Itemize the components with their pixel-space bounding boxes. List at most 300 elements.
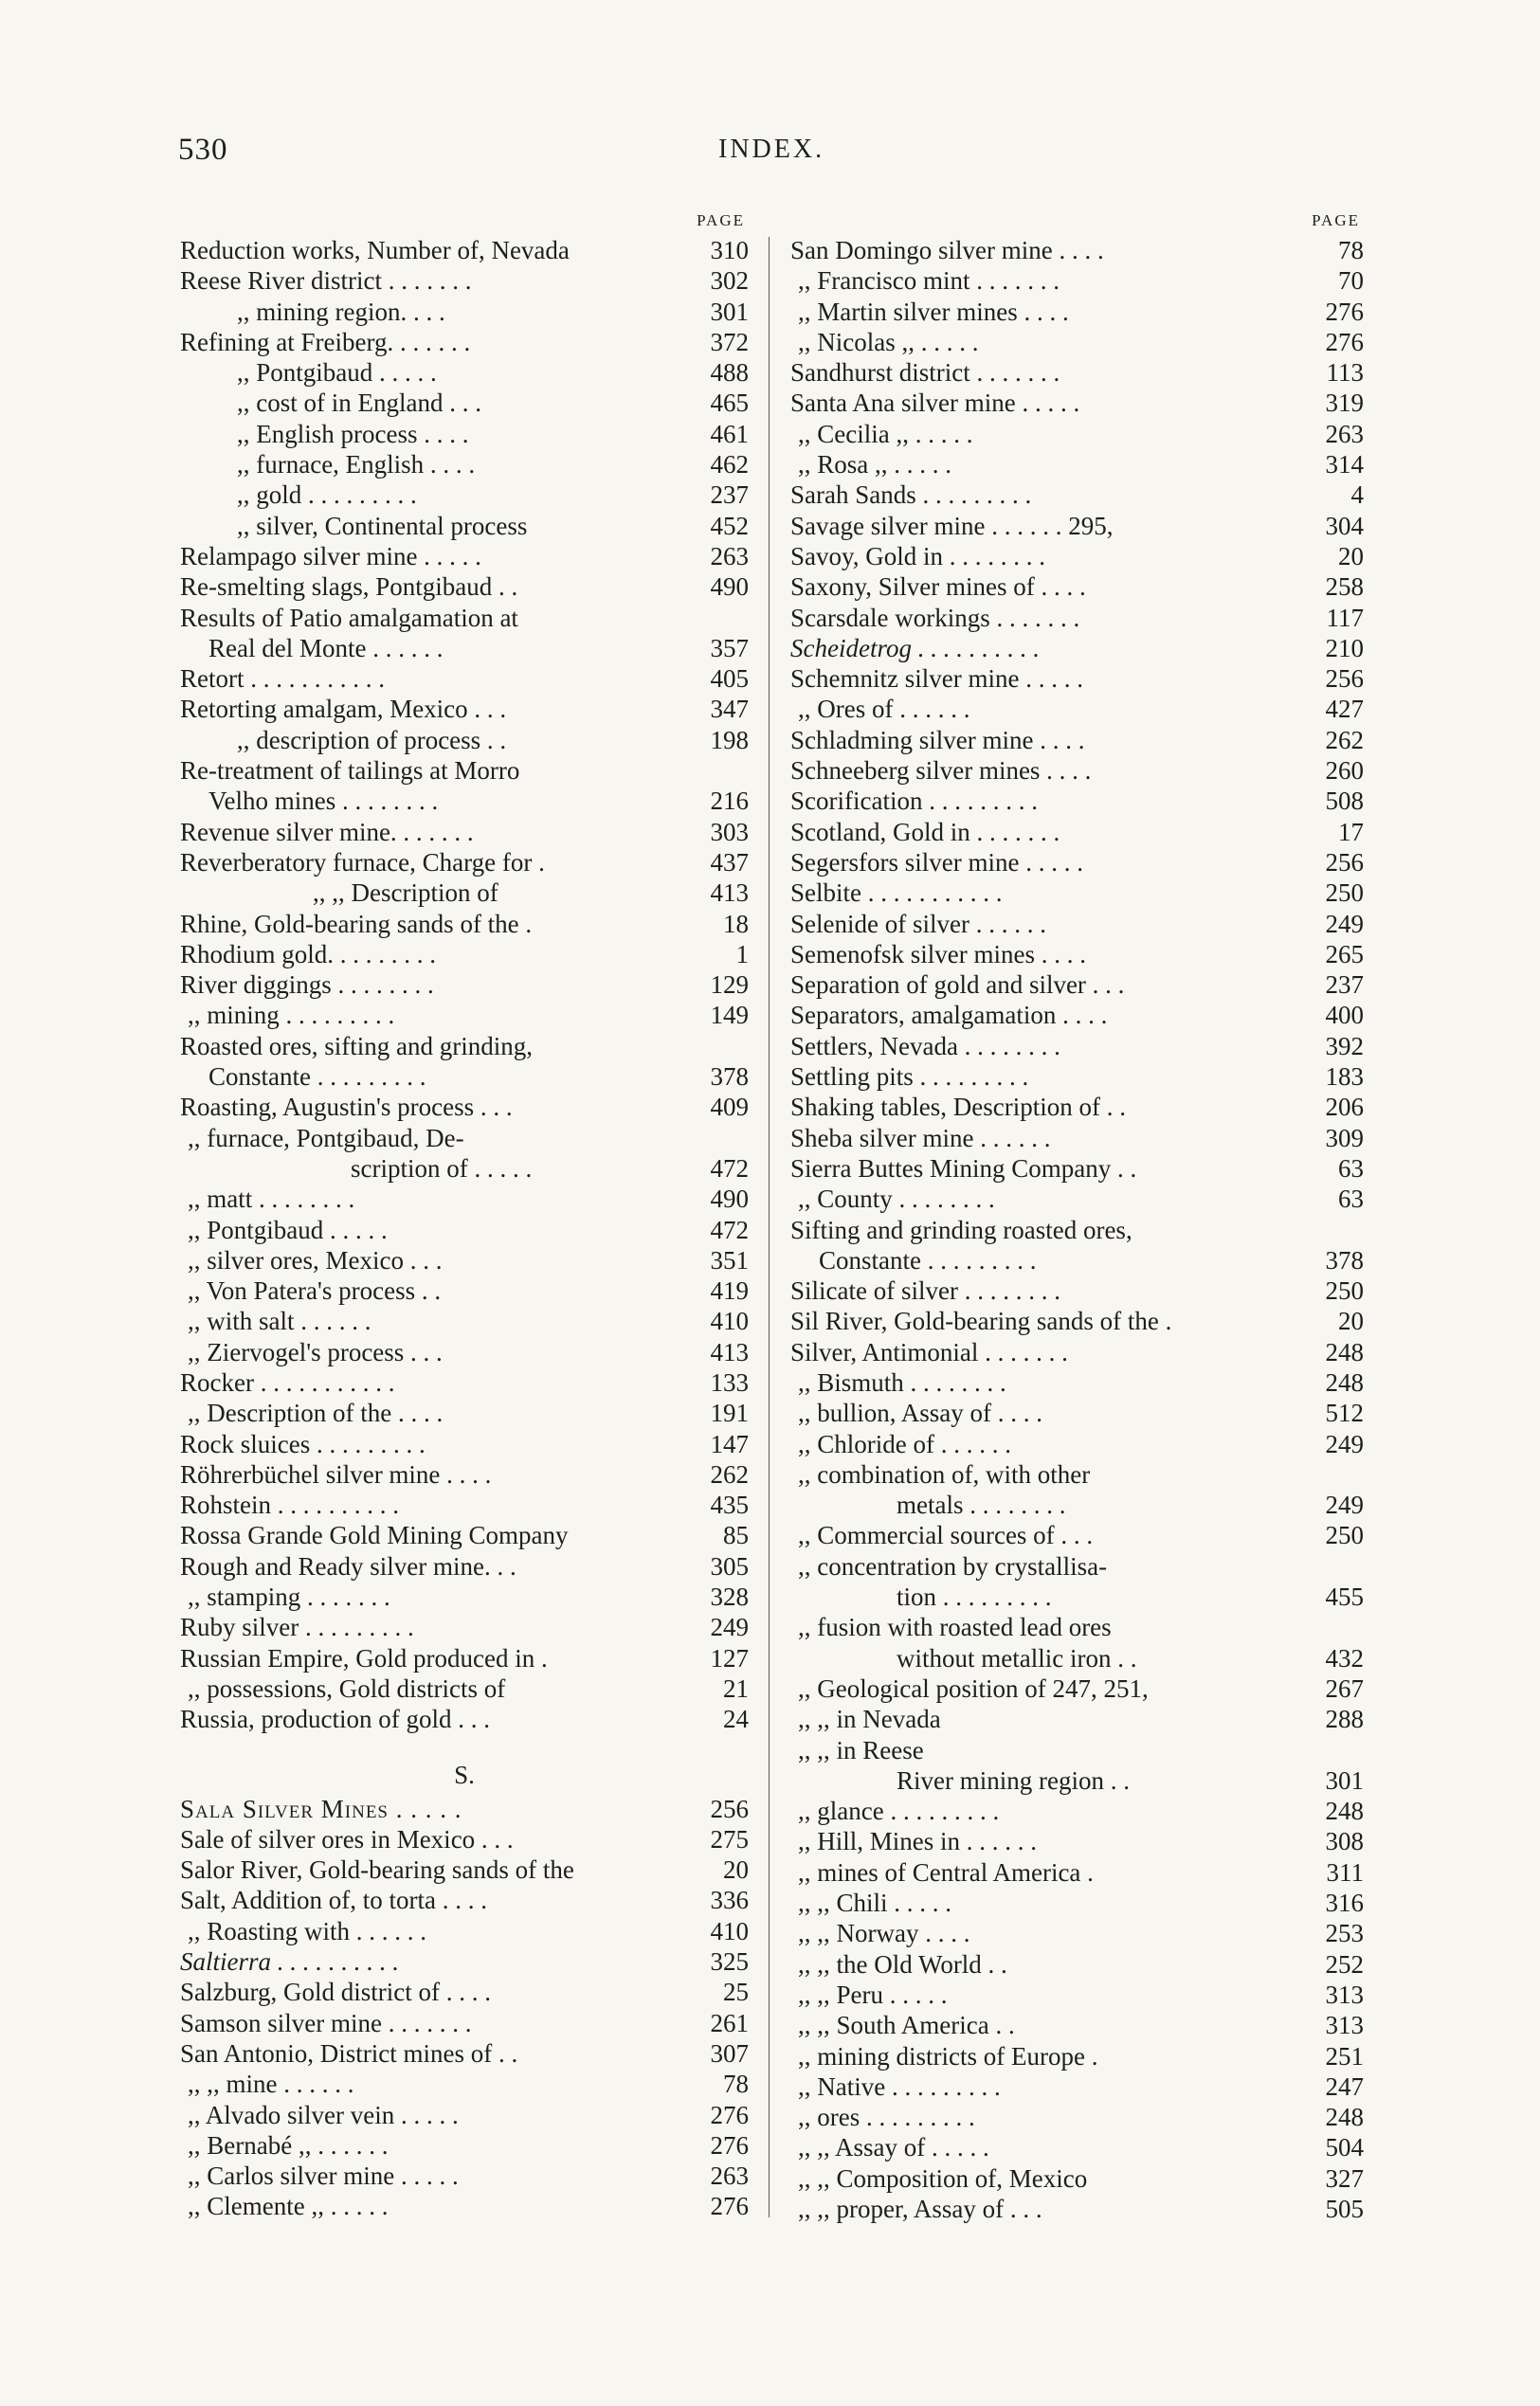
index-entry <box>790 388 1364 418</box>
page-ref: 303 <box>710 817 749 846</box>
index-entry <box>180 1184 749 1214</box>
page-ref: 288 <box>1325 1705 1364 1734</box>
page-ref: 309 <box>1325 1123 1364 1152</box>
index-entry <box>790 1765 1364 1796</box>
index-term: ,, cost of in England . . . <box>237 389 481 418</box>
index-term: Roasting, Augustin's process . . . <box>180 1093 513 1122</box>
index-term: Savoy, Gold in . . . . . . . . <box>790 541 1045 570</box>
index-term: ,, bullion, Assay of . . . . <box>798 1399 1043 1428</box>
page-ref: 248 <box>1325 1367 1364 1397</box>
index-term: Selenide of silver . . . . . . <box>790 909 1046 938</box>
index-entry <box>180 1854 749 1885</box>
page-ref: 308 <box>1325 1827 1364 1856</box>
page-ref: 452 <box>710 511 749 540</box>
page-ref: 313 <box>1325 2011 1364 2040</box>
index-term: Russia, production of gold . . . <box>180 1705 490 1734</box>
page-ref: 310 <box>710 236 749 264</box>
page-ref: 247 <box>1325 2071 1364 2101</box>
index-entry <box>180 909 749 939</box>
index-entry <box>180 2100 749 2130</box>
page-ref: 260 <box>1325 756 1364 786</box>
index-entry <box>790 663 1364 694</box>
index-term: Re-smelting slags, Pontgibaud . . <box>180 572 518 602</box>
index-entry <box>180 449 749 479</box>
index-term: Schladming silver mine . . . . <box>790 725 1085 754</box>
index-term: Sala Silver Mines . . . . . <box>180 1794 462 1823</box>
left-entries-s <box>180 1794 749 2222</box>
page-ref: 249 <box>1325 909 1364 938</box>
index-term: Silver, Antimonial . . . . . . . <box>790 1337 1068 1366</box>
index-entry <box>180 2069 749 2099</box>
index-term: San Antonio, District mines of . . <box>180 2038 518 2068</box>
index-term: Real del Monte . . . . . . <box>208 633 444 662</box>
index-entry <box>180 1643 749 1673</box>
index-entry <box>790 603 1364 633</box>
index-term: ,, possessions, Gold districts of <box>188 1673 506 1703</box>
index-entry <box>180 1215 749 1245</box>
page-ref: 133 <box>710 1367 749 1397</box>
index-entry <box>180 1977 749 2007</box>
index-entry <box>790 1582 1364 1612</box>
index-term: ,, Geological position of 247, 251, <box>798 1673 1149 1703</box>
index-entry <box>790 265 1364 296</box>
index-entry <box>790 1092 1364 1122</box>
index-term: Sandhurst district . . . . . . . <box>790 358 1060 388</box>
index-term: Salor River, Gold-bearing sands of the <box>180 1855 574 1885</box>
index-entry <box>790 1153 1364 1184</box>
page-ref: 63 <box>1338 1153 1364 1183</box>
index-term: Saltierra . . . . . . . . . . <box>180 1947 400 1977</box>
index-term: ,, Roasting with . . . . . . <box>188 1916 427 1945</box>
index-term: ,, ,, in Nevada <box>798 1705 941 1734</box>
index-entry <box>790 1459 1364 1490</box>
index-entry <box>790 449 1364 479</box>
index-term: ,, mining region. . . . <box>237 297 445 326</box>
index-term: Scorification . . . . . . . . . <box>790 787 1038 816</box>
index-entry <box>790 511 1364 541</box>
index-term: Scotland, Gold in . . . . . . . <box>790 817 1060 846</box>
index-entry <box>180 357 749 388</box>
page-ref: 392 <box>1325 1031 1364 1060</box>
page-ref: 413 <box>710 1337 749 1366</box>
index-term: ,, matt . . . . . . . . <box>188 1185 355 1214</box>
index-term: Sheba silver mine . . . . . . <box>790 1123 1051 1152</box>
index-entry <box>790 479 1364 510</box>
index-entry <box>790 1888 1364 1918</box>
page-ref: 462 <box>710 450 749 479</box>
index-term: Settlers, Nevada . . . . . . . . <box>790 1031 1060 1060</box>
index-entry <box>180 1794 749 1824</box>
page-ref: 328 <box>710 1583 749 1612</box>
index-term: Reverberatory furnace, Charge for . <box>180 847 545 877</box>
page-ref: 325 <box>710 1947 749 1977</box>
page-ref: 18 <box>723 909 749 938</box>
page-ref: 409 <box>710 1093 749 1122</box>
page-ref: 410 <box>710 1916 749 1945</box>
page-ref: 210 <box>1325 633 1364 662</box>
index-term: Ruby silver . . . . . . . . . <box>180 1613 414 1642</box>
page-ref: 313 <box>1325 1980 1364 2009</box>
index-term: ,, Pontgibaud . . . . . <box>237 358 437 388</box>
index-term: Separators, amalgamation . . . . <box>790 1001 1108 1030</box>
page-ref: 248 <box>1325 2103 1364 2132</box>
index-term: Retort . . . . . . . . . . . <box>180 664 385 694</box>
page-ref: 237 <box>1325 970 1364 1000</box>
index-term: ,, Martin silver mines . . . . <box>798 297 1069 326</box>
page-ref: 261 <box>710 2008 749 2037</box>
index-entry <box>790 1061 1364 1092</box>
index-term: Salzburg, Gold district of . . . . <box>180 1978 491 2007</box>
index-entry <box>180 786 749 816</box>
index-entry <box>180 541 749 571</box>
index-term: ,, Bernabé ,, . . . . . . <box>188 2130 389 2160</box>
index-entry <box>180 939 749 969</box>
index-term: ,, Bismuth . . . . . . . . <box>798 1367 1006 1397</box>
index-entry <box>790 1000 1364 1030</box>
page-ref: 263 <box>1325 419 1364 448</box>
index-entry <box>180 2008 749 2038</box>
index-entry <box>790 1429 1364 1459</box>
index-term: Scheidetrog . . . . . . . . . . <box>790 633 1040 662</box>
index-term: Sifting and grinding roasted ores, <box>790 1215 1132 1244</box>
index-entry <box>180 1245 749 1275</box>
index-term: ,, ,, South America . . <box>798 2011 1015 2040</box>
index-entry <box>790 1490 1364 1520</box>
page-ref: 276 <box>710 2100 749 2129</box>
right-column <box>790 207 1364 2224</box>
index-entry <box>180 1582 749 1612</box>
page-ref: 378 <box>1325 1245 1364 1275</box>
index-entry <box>180 603 749 633</box>
index-term: ,, County . . . . . . . . <box>798 1185 995 1214</box>
page-ref: 262 <box>1325 725 1364 754</box>
page-ref: 250 <box>1325 1276 1364 1306</box>
index-term: Constante . . . . . . . . . <box>208 1062 426 1092</box>
index-entry <box>790 1949 1364 1980</box>
index-entry <box>790 1306 1364 1336</box>
index-entry <box>790 1704 1364 1734</box>
index-entry <box>790 1275 1364 1306</box>
page-ref: 237 <box>710 480 749 510</box>
index-term: River mining region . . <box>897 1765 1130 1795</box>
page-ref: 216 <box>710 787 749 816</box>
index-term: Rock sluices . . . . . . . . . <box>180 1429 426 1458</box>
index-term: ,, description of process . . <box>237 725 507 754</box>
page-ref: 305 <box>710 1551 749 1581</box>
page-ref: 252 <box>1325 1949 1364 1979</box>
index-entry <box>790 2132 1364 2162</box>
index-term: Reduction works, Number of, Nevada <box>180 236 570 264</box>
index-term: ,, Francisco mint . . . . . . . <box>798 266 1060 296</box>
index-entry <box>180 1153 749 1184</box>
index-entry <box>180 817 749 847</box>
index-term: Relampago silver mine . . . . . <box>180 541 481 570</box>
page-ref: 351 <box>710 1245 749 1275</box>
index-term: tion . . . . . . . . . <box>897 1583 1052 1612</box>
page-ref: 336 <box>710 1886 749 1915</box>
index-term: ,, ,, Norway . . . . <box>798 1919 970 1948</box>
page-ref: 21 <box>723 1673 749 1703</box>
index-term: ,, Description of the . . . . <box>188 1399 444 1428</box>
index-entry <box>790 1918 1364 1948</box>
page-ref: 304 <box>1325 511 1364 540</box>
index-term: ,, fusion with roasted lead ores <box>798 1613 1112 1642</box>
index-term: ,, silver ores, Mexico . . . <box>188 1245 443 1275</box>
index-entry <box>790 1031 1364 1061</box>
index-term: Settling pits . . . . . . . . . <box>790 1062 1029 1092</box>
index-entry <box>790 755 1364 786</box>
page-ref: 20 <box>1338 1307 1364 1336</box>
index-entry <box>180 1398 749 1428</box>
index-term: Savage silver mine . . . . . . 295, <box>790 511 1114 540</box>
column-divider <box>769 237 770 2217</box>
page-ref: 276 <box>1325 297 1364 326</box>
page-ref: 419 <box>710 1276 749 1306</box>
page-ref: 24 <box>723 1705 749 1734</box>
index-term: Sarah Sands . . . . . . . . . <box>790 480 1032 510</box>
page-ref: 508 <box>1325 787 1364 816</box>
index-term: ,, combination of, with other <box>798 1459 1091 1489</box>
index-term: ,, concentration by crystallisa- <box>798 1551 1108 1581</box>
index-term: Santa Ana silver mine . . . . . <box>790 389 1080 418</box>
index-term: ,, ores . . . . . . . . . <box>798 2103 975 2132</box>
page-ref: 400 <box>1325 1001 1364 1030</box>
page-ref: 256 <box>1325 847 1364 877</box>
page-ref: 256 <box>710 1794 749 1823</box>
page-ref: 249 <box>710 1613 749 1642</box>
index-term: Rohstein . . . . . . . . . . <box>180 1491 400 1520</box>
page-ref: 435 <box>710 1491 749 1520</box>
page-ref: 117 <box>1326 603 1364 632</box>
page-ref: 319 <box>1325 389 1364 418</box>
index-entry <box>180 479 749 510</box>
index-entry <box>180 1367 749 1398</box>
index-entry <box>180 755 749 786</box>
page-ref: 70 <box>1338 266 1364 296</box>
index-entry <box>790 357 1364 388</box>
index-term: Revenue silver mine. . . . . . . <box>180 817 474 846</box>
page-ref: 472 <box>710 1215 749 1244</box>
index-term: Shaking tables, Description of . . <box>790 1093 1126 1122</box>
index-entry <box>790 633 1364 663</box>
page-ref: 78 <box>1338 236 1364 264</box>
index-entry <box>180 1031 749 1061</box>
index-entry <box>180 1673 749 1704</box>
index-term: ,, English process . . . . <box>237 419 469 448</box>
page-ref: 437 <box>710 847 749 877</box>
index-entry <box>180 725 749 755</box>
page-ref: 472 <box>710 1153 749 1183</box>
index-entry <box>180 1092 749 1122</box>
index-entry <box>180 1123 749 1153</box>
index-term: ,, ,, proper, Assay of . . . <box>798 2195 1042 2223</box>
index-term: ,, furnace, Pontgibaud, De- <box>188 1123 464 1152</box>
page-ref: 505 <box>1325 2195 1364 2223</box>
index-entry <box>180 419 749 449</box>
index-term: ,, Chloride of . . . . . . <box>798 1429 1011 1458</box>
page-ref: 149 <box>710 1001 749 1030</box>
index-entry <box>180 847 749 877</box>
index-entry <box>790 2010 1364 2040</box>
index-term: ,, Nicolas ,, . . . . . <box>798 327 979 356</box>
page-ref: 276 <box>710 2130 749 2160</box>
index-term: ,, furnace, English . . . . <box>237 450 476 479</box>
page-number: 530 <box>178 133 228 167</box>
page-ref: 432 <box>1325 1643 1364 1673</box>
page-ref: 198 <box>710 725 749 754</box>
index-entry <box>180 2161 749 2191</box>
index-term: Roasted ores, sifting and grinding, <box>180 1031 533 1060</box>
index-term: ,, mines of Central America . <box>798 1857 1094 1887</box>
index-entry <box>790 1826 1364 1856</box>
index-entry <box>790 2071 1364 2102</box>
index-entry <box>180 388 749 418</box>
page-ref: 316 <box>1325 1889 1364 1918</box>
index-entry <box>790 1673 1364 1704</box>
index-term: Schemnitz silver mine . . . . . <box>790 664 1083 694</box>
page-ref: 85 <box>723 1521 749 1550</box>
page-ref: 17 <box>1338 817 1364 846</box>
page-ref: 249 <box>1325 1491 1364 1520</box>
index-entry <box>180 1551 749 1582</box>
index-term: ,, gold . . . . . . . . . <box>237 480 417 510</box>
page-ref: 263 <box>710 2162 749 2191</box>
index-entry <box>790 847 1364 877</box>
index-term: ,, Ores of . . . . . . <box>798 695 970 724</box>
index-entry <box>790 2163 1364 2194</box>
index-term: Schneeberg silver mines . . . . <box>790 756 1092 786</box>
page-ref: 20 <box>1338 541 1364 570</box>
index-term: Re-treatment of tailings at Morro <box>180 756 520 786</box>
index-term: ,, Ziervogel's process . . . <box>188 1337 443 1366</box>
index-entry <box>180 1612 749 1642</box>
index-entry <box>790 541 1364 571</box>
index-entry <box>180 1337 749 1367</box>
section-letter: S. <box>454 1760 475 1789</box>
index-entry <box>790 1735 1364 1765</box>
index-entry <box>180 2038 749 2069</box>
page-ref: 512 <box>1325 1399 1364 1428</box>
index-entry <box>180 663 749 694</box>
index-term: ,, ,, Peru . . . . . <box>798 1980 948 2009</box>
index-term: Silicate of silver . . . . . . . . <box>790 1276 1060 1306</box>
index-entry <box>180 327 749 357</box>
index-term: San Domingo silver mine . . . . <box>790 236 1104 264</box>
index-entry <box>180 633 749 663</box>
page-ref: 461 <box>710 419 749 448</box>
index-term: scription of . . . . . <box>351 1153 533 1183</box>
page-ref: 262 <box>710 1459 749 1489</box>
index-entry <box>790 786 1364 816</box>
page-ref: 413 <box>710 878 749 908</box>
page-ref: 206 <box>1325 1093 1364 1122</box>
index-term: Velho mines . . . . . . . . <box>208 787 439 816</box>
index-entry <box>180 877 749 908</box>
index-term: Russian Empire, Gold produced in . <box>180 1643 548 1673</box>
index-entry <box>180 297 749 327</box>
page-ref: 263 <box>710 541 749 570</box>
index-entry <box>790 1520 1364 1550</box>
index-entry <box>180 1061 749 1092</box>
index-entry <box>790 969 1364 1000</box>
page-column-header: PAGE <box>697 211 745 229</box>
index-term: Refining at Freiberg. . . . . . . <box>180 327 471 356</box>
index-term: ,, mining . . . . . . . . . <box>188 1001 395 1030</box>
page-ref: 25 <box>723 1978 749 2007</box>
page-ref: 191 <box>710 1399 749 1428</box>
page-ref: 4 <box>1350 480 1364 510</box>
index-entry <box>790 235 1364 265</box>
index-entry <box>180 265 749 296</box>
page-ref: 248 <box>1325 1797 1364 1826</box>
index-term: Rhodium gold. . . . . . . . . <box>180 939 437 968</box>
page-ref: 314 <box>1325 450 1364 479</box>
index-term: Rhine, Gold-bearing sands of the . <box>180 909 533 938</box>
index-entry <box>180 1490 749 1520</box>
index-term: ,, Cecilia ,, . . . . . <box>798 419 973 448</box>
index-entry <box>790 1612 1364 1642</box>
index-term: Scarsdale workings . . . . . . . <box>790 603 1080 632</box>
page-ref: 250 <box>1325 1521 1364 1550</box>
page-ref: 183 <box>1325 1062 1364 1092</box>
page-ref: 258 <box>1325 572 1364 602</box>
running-head: INDEX. <box>718 135 825 164</box>
index-term: ,, Clemente ,, . . . . . <box>188 2192 389 2221</box>
index-entry <box>180 1275 749 1306</box>
page-ref: 504 <box>1325 2133 1364 2162</box>
page-ref: 488 <box>710 358 749 388</box>
page-ref: 248 <box>1325 1337 1364 1366</box>
index-term: ,, mining districts of Europe . <box>798 2041 1098 2071</box>
index-term: ,, ,, Description of <box>313 878 498 908</box>
index-entry <box>790 297 1364 327</box>
page-ref: 1 <box>735 939 749 968</box>
index-entry <box>790 1796 1364 1826</box>
page-ref: 427 <box>1325 695 1364 724</box>
index-term: ,, glance . . . . . . . . . <box>798 1797 1000 1826</box>
index-term: Retorting amalgam, Mexico . . . <box>180 695 507 724</box>
index-term: Results of Patio amalgamation at <box>180 603 518 632</box>
left-entries-r <box>180 235 749 1735</box>
page-ref: 256 <box>1325 664 1364 694</box>
index-entry <box>180 1946 749 1977</box>
index-term: Röhrerbüchel silver mine . . . . <box>180 1459 492 1489</box>
index-entry <box>180 1429 749 1459</box>
page-ref: 267 <box>1325 1673 1364 1703</box>
index-entry <box>790 877 1364 908</box>
index-entry <box>180 1306 749 1336</box>
index-term: ,, silver, Continental process <box>237 511 528 540</box>
index-term: without metallic iron . . <box>897 1643 1137 1673</box>
index-term: Rossa Grande Gold Mining Company <box>180 1521 569 1550</box>
index-term: Saxony, Silver mines of . . . . <box>790 572 1086 602</box>
index-term: River diggings . . . . . . . . <box>180 970 434 1000</box>
page-ref: 405 <box>710 664 749 694</box>
index-entry <box>790 1367 1364 1398</box>
index-entry <box>790 909 1364 939</box>
page-ref: 78 <box>723 2070 749 2099</box>
page-ref: 129 <box>710 970 749 1000</box>
index-term: Rough and Ready silver mine. . . <box>180 1551 516 1581</box>
index-term: Selbite . . . . . . . . . . . <box>790 878 1003 908</box>
index-term: ,, Pontgibaud . . . . . <box>188 1215 388 1244</box>
page-ref: 465 <box>710 389 749 418</box>
index-term: Semenofsk silver mines . . . . <box>790 939 1086 968</box>
index-entry <box>790 2041 1364 2071</box>
index-term: metals . . . . . . . . <box>897 1491 1066 1520</box>
index-term: ,, with salt . . . . . . <box>188 1307 371 1336</box>
index-entry <box>790 1123 1364 1153</box>
